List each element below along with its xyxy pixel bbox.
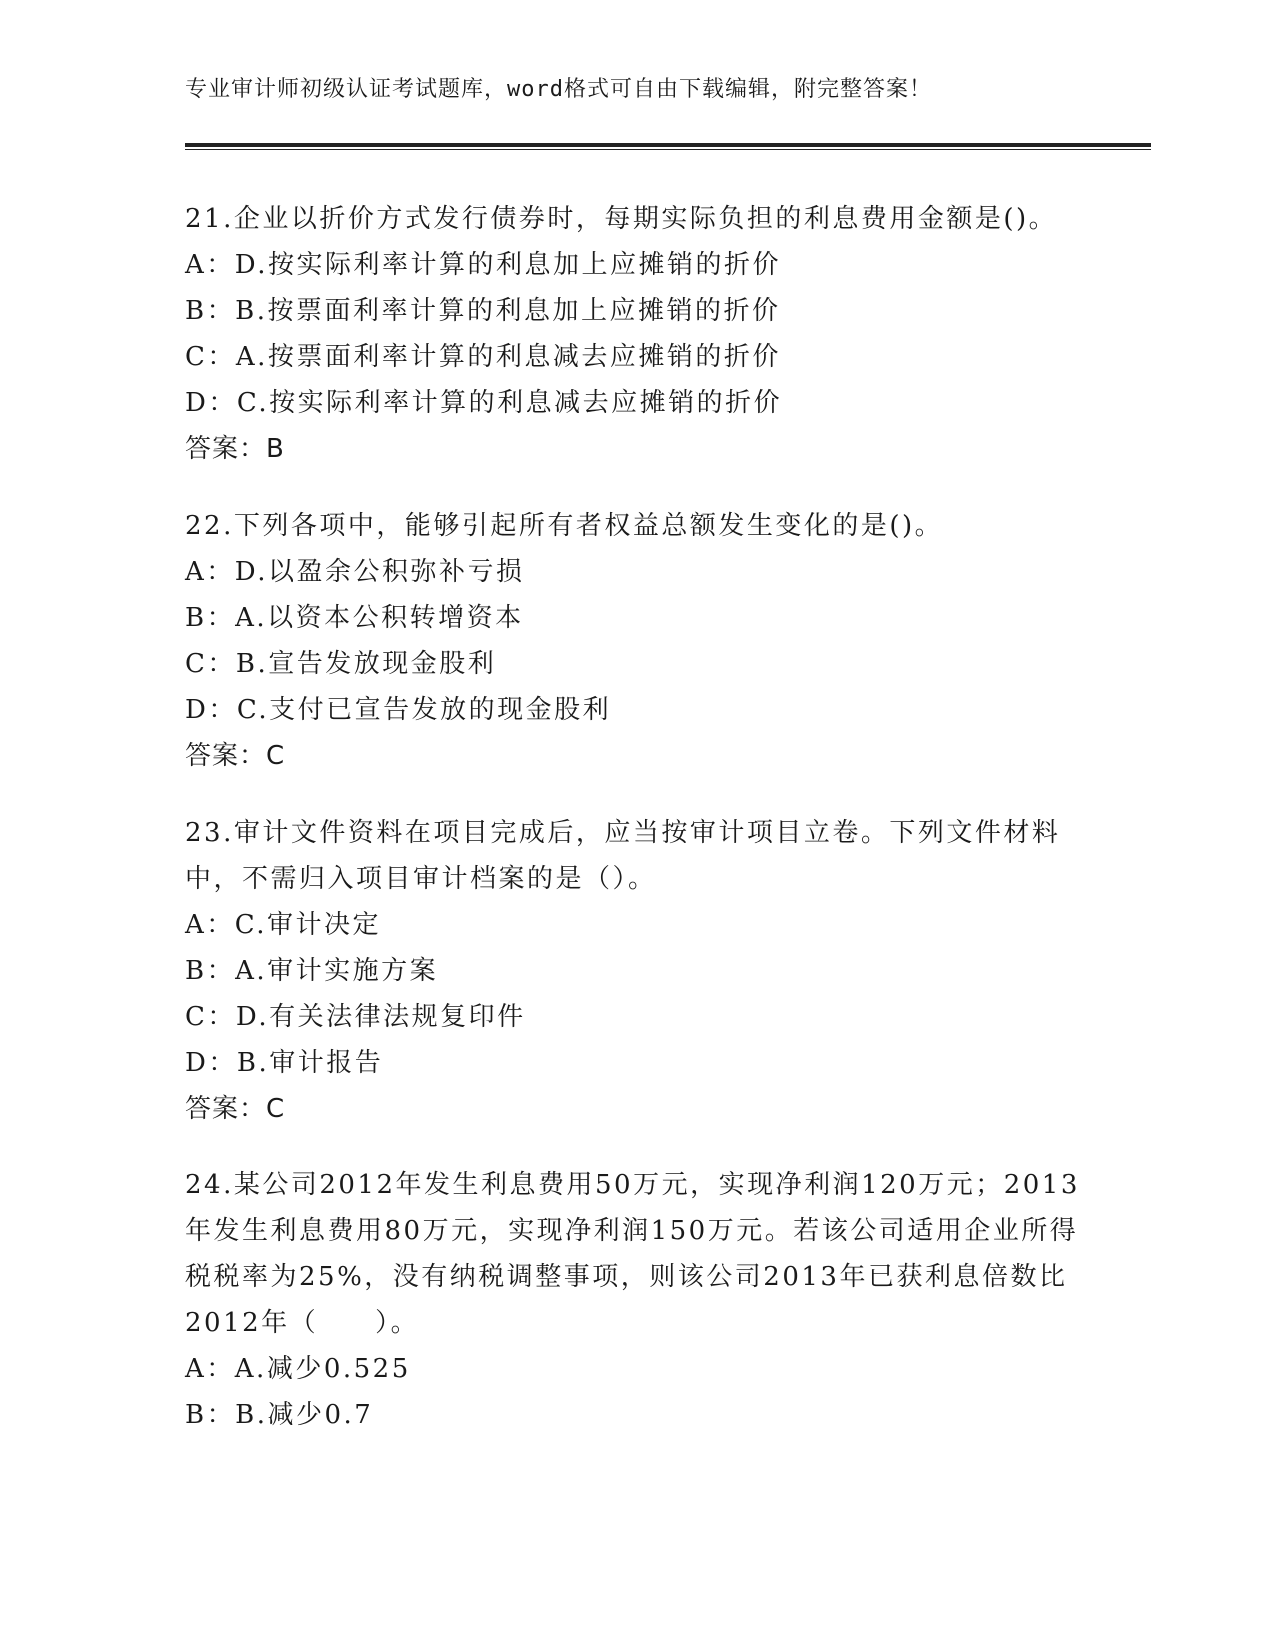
- option-b: B：B.减少0.7: [185, 1400, 374, 1430]
- option-c: C：A.按票面利率计算的利息减去应摊销的折价: [185, 342, 781, 372]
- answer: 答案：C: [185, 1094, 286, 1124]
- header-divider: [185, 143, 1151, 150]
- question-21: [185, 196, 1085, 472]
- option-d: D：B.审计报告: [185, 1048, 384, 1078]
- header-divider-thick: [185, 143, 1151, 147]
- question-stem: 21.企业以折价方式发行债券时，每期实际负担的利息费用金额是()。: [185, 204, 1058, 234]
- option-c: C：D.有关法律法规复印件: [185, 1002, 526, 1032]
- option-d: D：C.支付已宣告发放的现金股利: [185, 695, 612, 725]
- answer: 答案：C: [185, 741, 286, 771]
- answer: 答案：B: [185, 434, 285, 464]
- question-23: [185, 810, 1085, 1132]
- option-c: C：B.宣告发放现金股利: [185, 649, 497, 679]
- question-stem: 24.某公司2012年发生利息费用50万元，实现净利润120万元；2013年发生利息费用80万元，实现净利润150万元。若该公司适用企业所得税税率为25%，没有纳税调整事项，则该公司2013年已获利息倍数比2012年（ ）。: [185, 1170, 1080, 1338]
- document-header: 专业审计师初级认证考试题库，word格式可自由下载编辑，附完整答案！: [185, 77, 932, 102]
- option-b: B：B.按票面利率计算的利息加上应摊销的折价: [185, 296, 781, 326]
- option-b: B：A.审计实施方案: [185, 956, 439, 986]
- option-a: A：D.按实际利率计算的利息加上应摊销的折价: [185, 250, 781, 280]
- question-stem: 23.审计文件资料在项目完成后，应当按审计项目立卷。下列文件材料中，不需归入项目审计档案的是（）。: [185, 818, 1061, 894]
- option-a: A：A.减少0.525: [185, 1354, 411, 1384]
- question-24: [185, 1162, 1085, 1438]
- question-22: [185, 503, 1085, 779]
- option-d: D：C.按实际利率计算的利息减去应摊销的折价: [185, 388, 783, 418]
- option-a: A：D.以盈余公积弥补亏损: [185, 557, 525, 587]
- header-divider-thin: [185, 149, 1151, 150]
- option-b: B：A.以资本公积转增资本: [185, 603, 524, 633]
- question-stem: 22.下列各项中，能够引起所有者权益总额发生变化的是()。: [185, 511, 944, 541]
- option-a: A：C.审计决定: [185, 910, 382, 940]
